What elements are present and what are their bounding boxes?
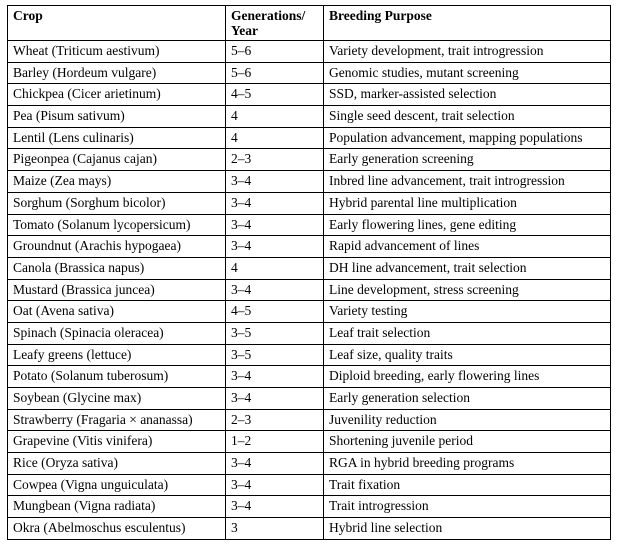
table-row [8,518,611,540]
generations-cell: 4–5 [226,84,324,106]
table-row [8,106,611,128]
crop-cell: Chickpea (Cicer arietinum) [8,84,226,106]
generations-cell: 5–6 [226,41,324,63]
purpose-cell: DH line advancement, trait selection [324,257,611,279]
generations-cell: 3–4 [226,279,324,301]
table-row [8,409,611,431]
generations-cell: 4 [226,106,324,128]
generations-cell: 3–4 [226,171,324,193]
header-generations-per-year: Generations/ Year [226,6,324,41]
table-row [8,301,611,323]
crop-cell: Groundnut (Arachis hypogaea) [8,236,226,258]
header-row [8,6,611,41]
crop-cell: Tomato (Solanum lycopersicum) [8,214,226,236]
purpose-cell: Variety development, trait introgression [324,41,611,63]
table-row [8,214,611,236]
purpose-cell: Early generation selection [324,388,611,410]
generations-cell: 5–6 [226,62,324,84]
crop-cell: Oat (Avena sativa) [8,301,226,323]
generations-cell: 3–5 [226,344,324,366]
generations-cell: 2–3 [226,409,324,431]
crop-cell: Soybean (Glycine max) [8,388,226,410]
generations-cell: 4 [226,127,324,149]
table-row [8,388,611,410]
table-row [8,171,611,193]
purpose-cell: Inbred line advancement, trait introgression [324,171,611,193]
purpose-cell: Population advancement, mapping populations [324,127,611,149]
generations-cell: 3–4 [226,496,324,518]
table-row [8,62,611,84]
purpose-cell: Rapid advancement of lines [324,236,611,258]
header-breeding-purpose: Breeding Purpose [324,6,611,41]
purpose-cell: Line development, stress screening [324,279,611,301]
table-row [8,41,611,63]
table-row [8,149,611,171]
table-row [8,344,611,366]
table-row [8,127,611,149]
purpose-cell: Trait fixation [324,474,611,496]
crop-cell: Potato (Solanum tuberosum) [8,366,226,388]
purpose-cell: SSD, marker-assisted selection [324,84,611,106]
table-row [8,496,611,518]
crop-cell: Mungbean (Vigna radiata) [8,496,226,518]
crop-cell: Leafy greens (lettuce) [8,344,226,366]
crop-cell: Cowpea (Vigna unguiculata) [8,474,226,496]
table-row [8,431,611,453]
crop-cell: Barley (Hordeum vulgare) [8,62,226,84]
generations-cell: 3–4 [226,366,324,388]
table-row [8,366,611,388]
purpose-cell: Variety testing [324,301,611,323]
crop-cell: Strawberry (Fragaria × ananassa) [8,409,226,431]
generations-cell: 3–4 [226,214,324,236]
purpose-cell: Leaf size, quality traits [324,344,611,366]
purpose-cell: Leaf trait selection [324,322,611,344]
purpose-cell: Single seed descent, trait selection [324,106,611,128]
crop-breeding-table [7,5,611,540]
purpose-cell: Early generation screening [324,149,611,171]
purpose-cell: Genomic studies, mutant screening [324,62,611,84]
generations-cell: 4–5 [226,301,324,323]
table-row [8,279,611,301]
generations-cell: 3–4 [226,388,324,410]
purpose-cell: Hybrid line selection [324,518,611,540]
crop-cell: Okra (Abelmoschus esculentus) [8,518,226,540]
table-row [8,236,611,258]
crop-cell: Grapevine (Vitis vinifera) [8,431,226,453]
generations-cell: 3–4 [226,236,324,258]
table-row [8,84,611,106]
crop-cell: Pigeonpea (Cajanus cajan) [8,149,226,171]
crop-cell: Mustard (Brassica juncea) [8,279,226,301]
table-row [8,192,611,214]
table-row [8,322,611,344]
purpose-cell: Trait introgression [324,496,611,518]
table-header [8,6,611,41]
crop-cell: Rice (Oryza sativa) [8,453,226,475]
generations-cell: 3–4 [226,453,324,475]
generations-cell: 3–5 [226,322,324,344]
table-row [8,474,611,496]
purpose-cell: Shortening juvenile period [324,431,611,453]
generations-cell: 3 [226,518,324,540]
generations-cell: 1–2 [226,431,324,453]
table-body [8,41,611,540]
crop-cell: Pea (Pisum sativum) [8,106,226,128]
table-row [8,453,611,475]
crop-cell: Lentil (Lens culinaris) [8,127,226,149]
crop-cell: Sorghum (Sorghum bicolor) [8,192,226,214]
crop-cell: Maize (Zea mays) [8,171,226,193]
purpose-cell: Hybrid parental line multiplication [324,192,611,214]
generations-cell: 2–3 [226,149,324,171]
generations-cell: 3–4 [226,474,324,496]
generations-cell: 3–4 [226,192,324,214]
generations-cell: 4 [226,257,324,279]
purpose-cell: Early flowering lines, gene editing [324,214,611,236]
crop-cell: Wheat (Triticum aestivum) [8,41,226,63]
crop-cell: Canola (Brassica napus) [8,257,226,279]
crop-cell: Spinach (Spinacia oleracea) [8,322,226,344]
purpose-cell: Juvenility reduction [324,409,611,431]
table-row [8,257,611,279]
header-crop: Crop [8,6,226,41]
purpose-cell: Diploid breeding, early flowering lines [324,366,611,388]
purpose-cell: RGA in hybrid breeding programs [324,453,611,475]
